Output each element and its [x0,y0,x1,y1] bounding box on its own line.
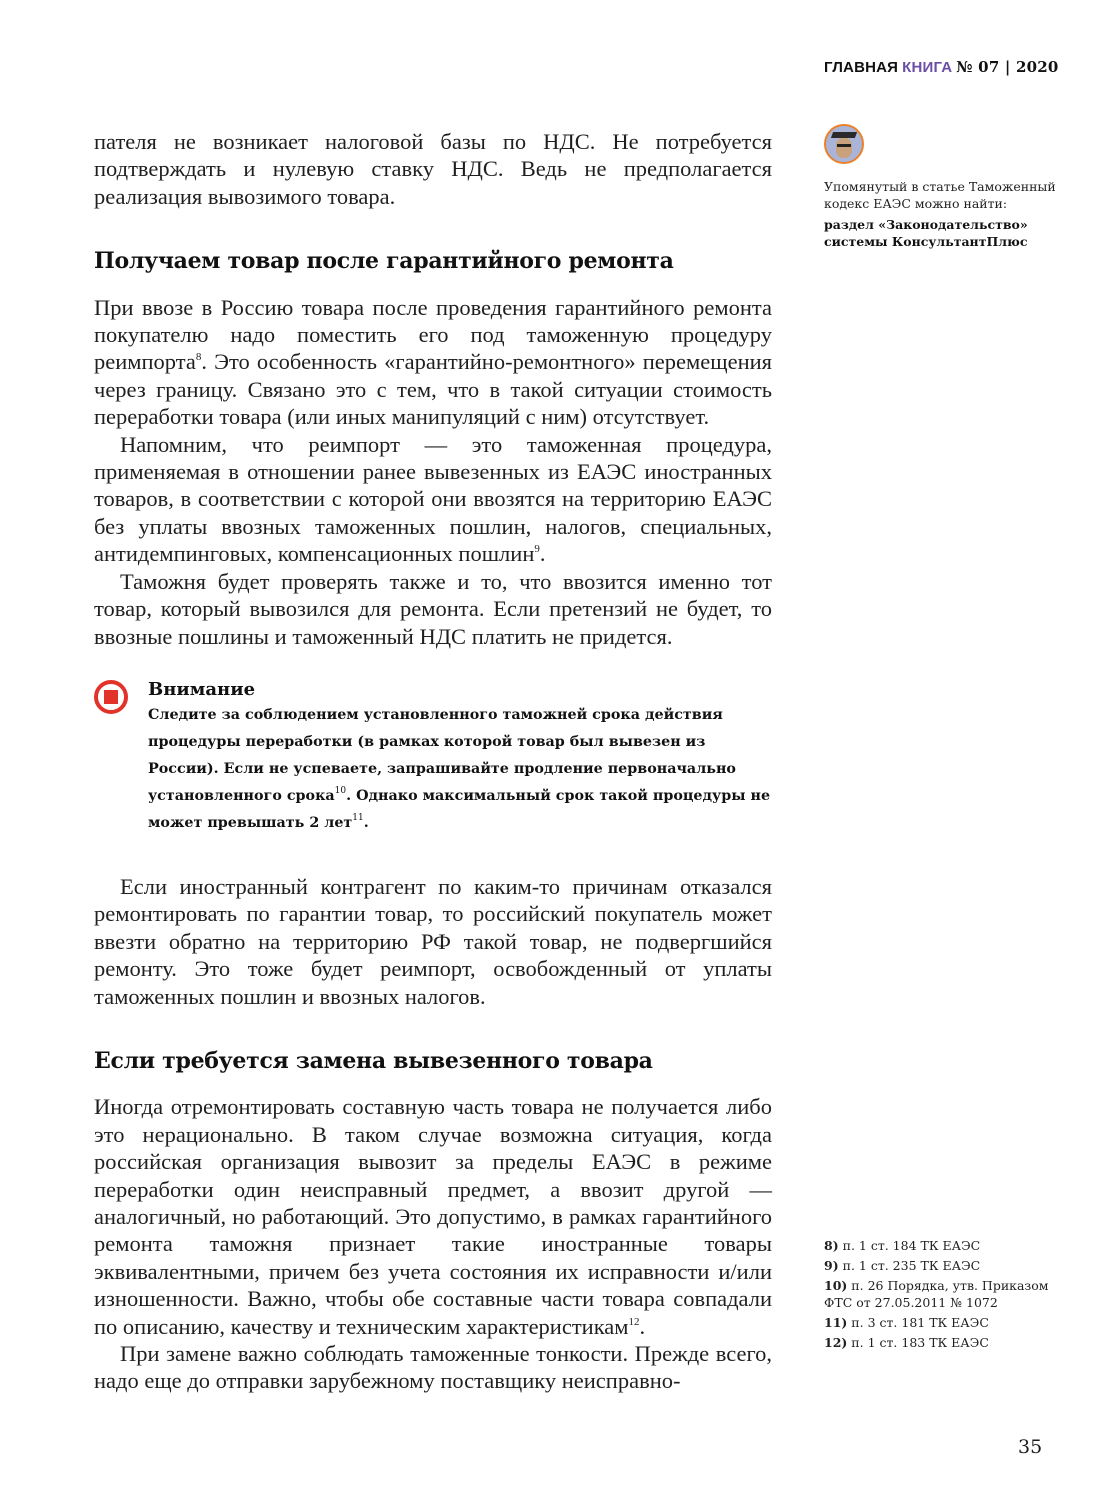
paragraph: Таможня будет проверять также и то, что ввозится именно тот товар, который вывозился для ремонта. Если претензий не будет, то ввозные пошлины и таможенный НДС платить не придется. [94,568,772,649]
footnote: 8) п. 1 ст. 184 ТК ЕАЭС [824,1238,981,1253]
paragraph: При замене важно соблюдать таможенные тонкости. Прежде всего, надо еще до отправки зарубежному поставщику неисправно- [94,1341,772,1394]
callout-title: Внимание [148,678,256,700]
paragraph: Иногда отремонтировать составную часть товара не получается либо это нерационально. В таком случае возможна ситуация, когда российская организация вывозит за пределы ЕАЭС в режиме переработки один неисправный предмет, а ввозит другой — аналогичный, но работающий. Это допустимо, в рамках гарантийного ремонта таможня признает такие иностранные товары эквивалентными, причем без учета состояния их исправности и/или изношенности. Важно, чтобы обе составные части товара совпадали по описанию, качеству и техническим характеристикам$^{12}$. [94,1094,772,1339]
brand-name-part1: ГЛАВНАЯ [824,59,899,76]
section-heading: Если требуется замена вывезенного товара [94,1047,653,1074]
paragraph: пателя не возникает налоговой базы по НДС. Не потребуется подтверждать и нулевую ставку НДС. Ведь не предполагается реализация вывозимого товара. [94,129,772,209]
attention-callout [94,678,772,837]
footnote-ref[interactable]: 10 [334,785,347,796]
footnote: 10) п. 26 Порядка, утв. Приказом ФТС от 27.05.2011 № 1072 [824,1278,1049,1310]
sidebar-note-source: раздел «Законодательство» системы КонсультантПлюс [824,217,1028,249]
footnote-ref[interactable]: 9 [534,543,540,556]
page-number: 35 [1018,1436,1043,1458]
paragraph: При ввозе в Россию товара после проведения гарантийного ремонта покупателю надо поместить его под таможенную процедуру реимпорта$^8$. Это особенность «гарантийно-ремонтного» перемещения через границу. Связано это с тем, что в такой ситуации стоимость переработки товара (или иных манипуляций с ним) отсутствует. [94,294,772,430]
callout-body: Следите за соблюдением установленного таможней срока действия процедуры переработки (в рамках которой товар был вывезен из России). Если не успеваете, запрашивайте продление первоначально установленного срока$^{10}$. Однако максимальный срок такой процедуры не может превышать 2 лет$^{11}$. [148,706,771,831]
footnote-ref[interactable]: 8 [195,351,202,364]
sidebar-note-text: Упомянутый в статье Таможенный кодекс ЕАЭС можно найти: [824,179,1056,211]
footnote: 11) п. 3 ст. 181 ТК ЕАЭС [824,1315,989,1330]
footnote-ref[interactable]: 12 [628,1315,640,1328]
attention-icon [94,680,128,714]
issue-number: № 07 | 2020 [956,58,1059,76]
footnote: 12) п. 1 ст. 183 ТК ЕАЭС [824,1335,989,1350]
footnotes [824,1237,1064,1354]
paragraph: Напомним, что реимпорт — это таможенная процедура, применяемая в отношении ранее вывезенных из ЕАЭС иностранных товаров, в соответствии с которой они ввозятся на территорию ЕАЭС без уплаты ввозных таможенных пошлин, налогов, специальных, антидемпинговых, компенсационных пошлин$^9$. [94,431,772,567]
sidebar-note [824,124,1064,250]
section-heading: Получаем товар после гарантийного ремонта [94,248,674,275]
masthead [824,58,1059,77]
article-body [94,128,772,1395]
scholar-avatar-icon [824,124,864,164]
footnote: 9) п. 1 ст. 235 ТК ЕАЭС [824,1258,981,1273]
footnote-ref[interactable]: 11 [352,812,364,823]
brand-name-part2: КНИГА [902,59,953,76]
paragraph: Если иностранный контрагент по каким-то причинам отказался ремонтировать по гарантии товар, то российский покупатель может ввезти обратно на территорию РФ такой товар, не подвергшийся ремонту. Это тоже будет реимпорт, освобожденный от уплаты таможенных пошлин и ввозных налогов. [94,873,772,1009]
